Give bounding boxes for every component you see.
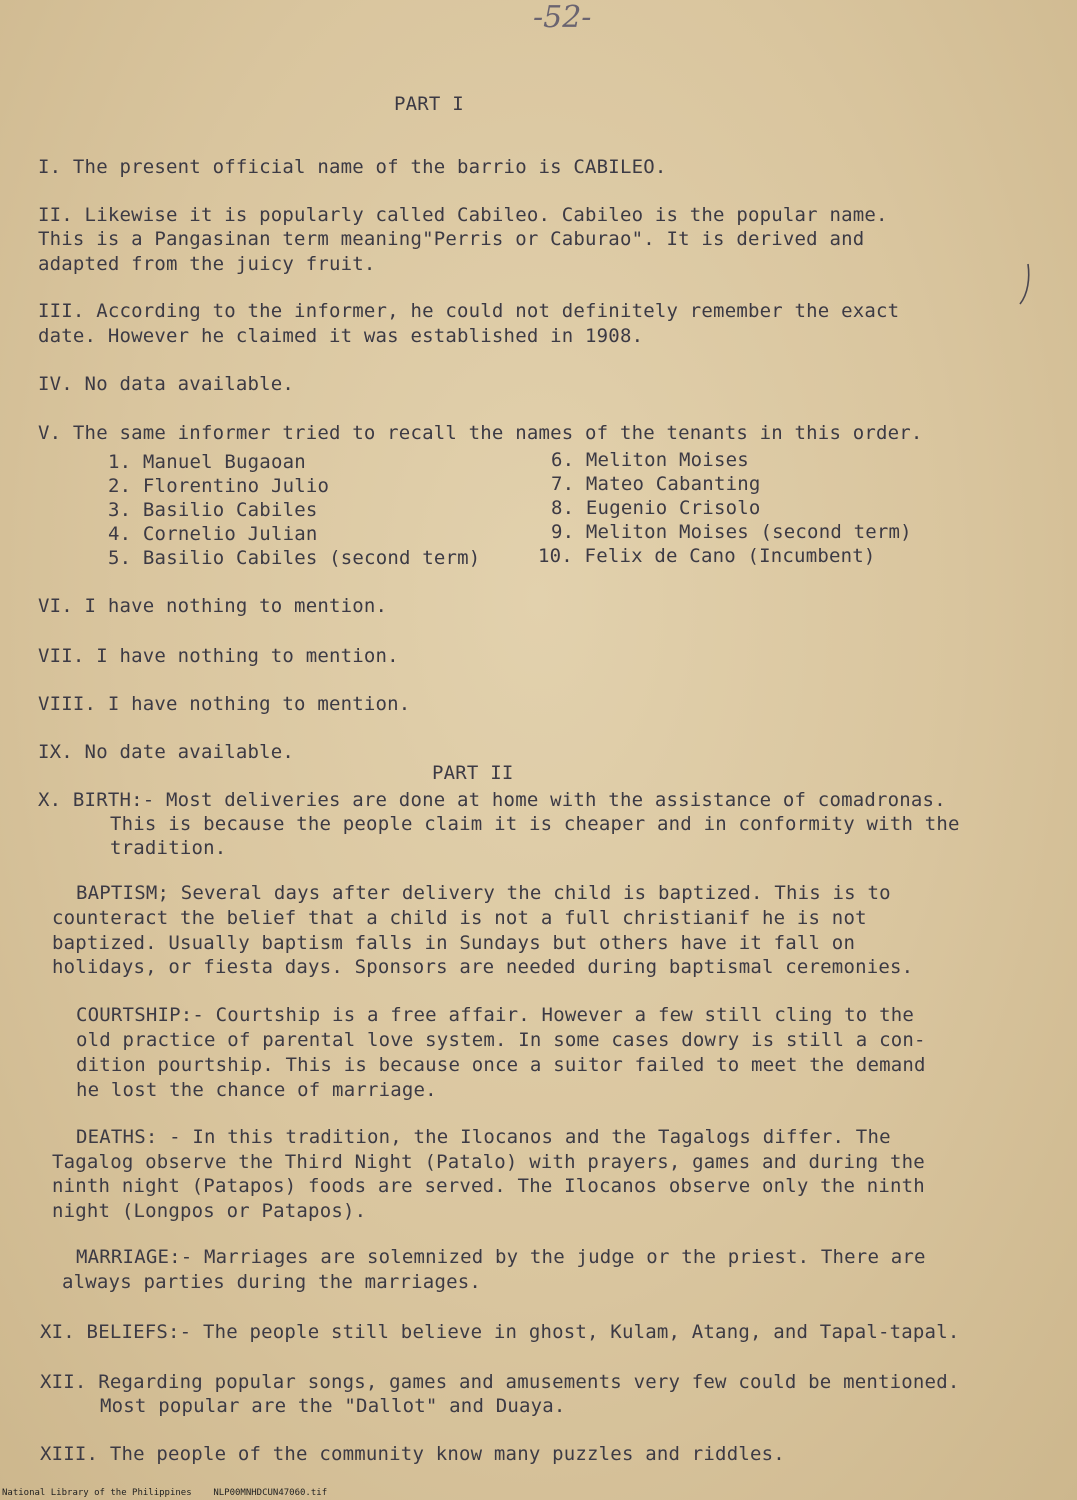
item-vi: VI. I have nothing to mention. — [38, 595, 388, 617]
item-v: V. The same informer tried to recall the names of the tenants in this order. — [38, 422, 923, 444]
deaths-line2: Tagalog observe the Third Night (Patalo) with prayers, games and during the — [52, 1151, 925, 1173]
footer-caption: National Library of the Philippines NLP00MNHDCUN47060.tif — [2, 1488, 328, 1498]
tenant-item: 2. Florentino Julio — [108, 475, 330, 497]
item-ii-line1: II. Likewise it is popularly called Cabileo. Cabileo is the popular name. — [38, 204, 888, 226]
part1-heading: PART I — [394, 93, 464, 115]
marriage-line2: always parties during the marriages. — [62, 1271, 482, 1293]
item-i: I. The present official name of the barrio is CABILEO. — [38, 156, 667, 178]
courtship-line2: old practice of parental love system. In some cases dowry is still a con- — [76, 1029, 926, 1051]
item-vii: VII. I have nothing to mention. — [38, 645, 399, 667]
tenant-item: 4. Cornelio Julian — [108, 523, 318, 545]
item-ii-line3: adapted from the juicy fruit. — [38, 253, 376, 275]
tenant-item: 1. Manuel Bugaoan — [108, 451, 306, 473]
item-xii-line2: Most popular are the "Dallot" and Duaya. — [100, 1395, 566, 1417]
item-xii-line1: XII. Regarding popular songs, games and amusements very few could be mentioned. — [40, 1371, 960, 1393]
deaths-line1: DEATHS: - In this tradition, the Ilocanos and the Tagalogs differ. The — [76, 1126, 891, 1148]
tenant-item: 10. Felix de Cano (Incumbent) — [538, 545, 876, 567]
tenant-item: 6. Meliton Moises — [551, 449, 749, 471]
tenant-item: 3. Basilio Cabiles — [108, 499, 318, 521]
pen-mark-icon — [1010, 260, 1040, 310]
item-xiii: XIII. The people of the community know many puzzles and riddles. — [40, 1443, 785, 1465]
part2-heading: PART II — [432, 762, 514, 784]
birth-line3: tradition. — [110, 837, 227, 859]
item-iii-line1: III. According to the informer, he could not definitely remember the exact — [38, 300, 900, 322]
birth-line2: This is because the people claim it is cheaper and in conformity with the — [110, 813, 960, 835]
item-ii-line2: This is a Pangasinan term meaning"Perris or Caburao". It is derived and — [38, 228, 865, 250]
tenant-item: 9. Meliton Moises (second term) — [551, 521, 912, 543]
baptism-line3: baptized. Usually baptism falls in Sundays but others have it fall on — [52, 932, 856, 954]
birth-line1: X. BIRTH:- Most deliveries are done at home with the assistance of comadronas. — [38, 789, 946, 811]
marriage-line1: MARRIAGE:- Marriages are solemnized by the judge or the priest. There are — [76, 1246, 926, 1268]
deaths-line4: night (Longpos or Patapos). — [52, 1200, 367, 1222]
baptism-line2: counteract the belief that a child is not a full christianif he is not — [52, 907, 867, 929]
item-viii: VIII. I have nothing to mention. — [38, 693, 411, 715]
tenant-item: 8. Eugenio Crisolo — [551, 497, 761, 519]
page-number: -52- — [533, 0, 592, 35]
tenant-item: 5. Basilio Cabiles (second term) — [108, 547, 481, 569]
baptism-line4: holidays, or fiesta days. Sponsors are needed during baptismal ceremonies. — [52, 956, 914, 978]
courtship-line4: he lost the chance of marriage. — [76, 1079, 437, 1101]
item-iii-line2: date. However he claimed it was established in 1908. — [38, 325, 644, 347]
beliefs: XI. BELIEFS:- The people still believe in ghost, Kulam, Atang, and Tapal-tapal. — [40, 1321, 960, 1343]
baptism-line1: BAPTISM; Several days after delivery the child is baptized. This is to — [76, 882, 891, 904]
courtship-line1: COURTSHIP:- Courtship is a free affair. However a few still cling to the — [76, 1004, 915, 1026]
tenant-item: 7. Mateo Cabanting — [551, 473, 761, 495]
item-iv: IV. No data available. — [38, 373, 295, 395]
deaths-line3: ninth night (Patapos) foods are served. The Ilocanos observe only the ninth — [52, 1175, 925, 1197]
item-ix: IX. No date available. — [38, 741, 295, 763]
courtship-line3: dition pourtship. This is because once a suitor failed to meet the demand — [76, 1054, 926, 1076]
